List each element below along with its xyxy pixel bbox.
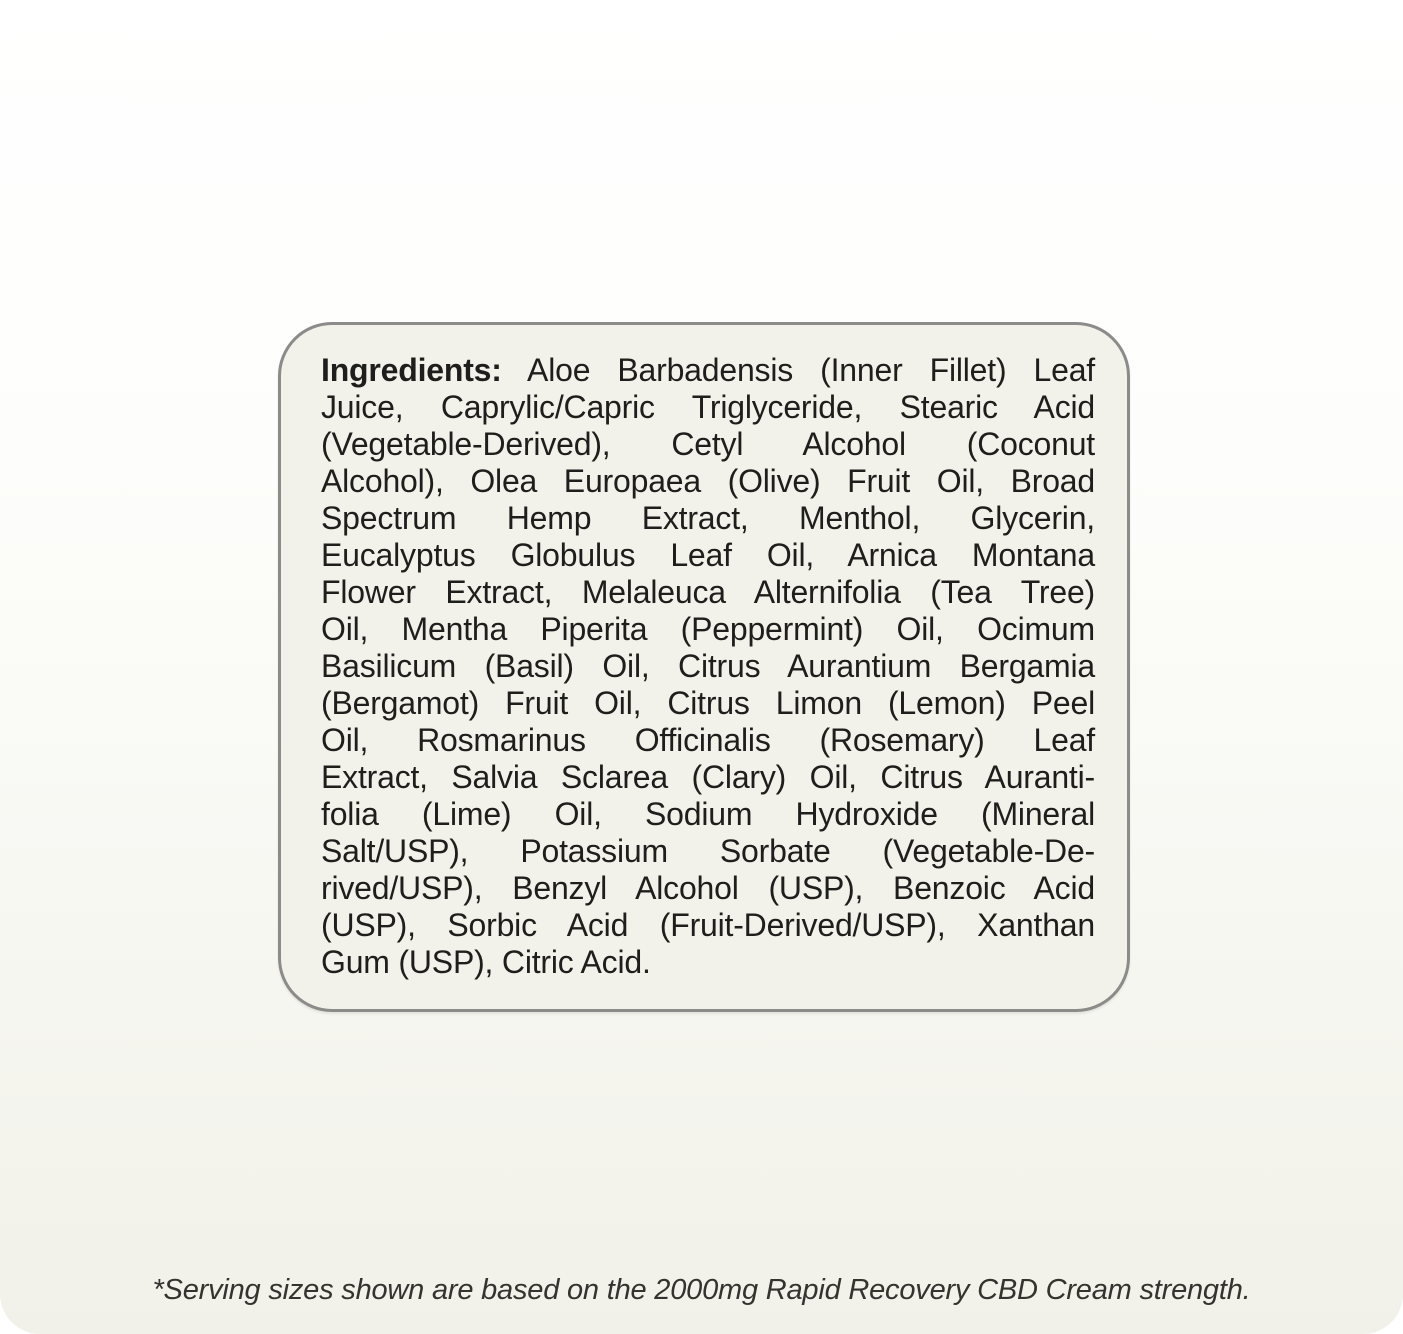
ingredients-line	[321, 352, 1095, 389]
ingredients-heading: Ingredients:	[321, 352, 502, 388]
ingredients-panel	[278, 322, 1130, 1012]
ingredients-line: (Vegetable-Derived), Cetyl Alcohol (Coconut	[321, 426, 1095, 462]
ingredients-line: Flower Extract, Melaleuca Alternifolia (Tea Tree)	[321, 574, 1095, 610]
ingredients-line: Alcohol), Olea Europaea (Olive) Fruit Oil, Broad	[321, 463, 1095, 499]
ingredients-line: rived/USP), Benzyl Alcohol (USP), Benzoic Acid	[321, 870, 1095, 906]
ingredients-line: Salt/USP), Potassium Sorbate (Vegetable-De-	[321, 833, 1095, 869]
ingredients-line: Spectrum Hemp Extract, Menthol, Glycerin,	[321, 500, 1095, 536]
ingredients-line: Oil, Mentha Piperita (Peppermint) Oil, Ocimum	[321, 611, 1095, 647]
ingredients-line-text: Aloe Barbadensis (Inner Fillet) Leaf	[527, 352, 1095, 388]
ingredients-line: Oil, Rosmarinus Officinalis (Rosemary) Leaf	[321, 722, 1095, 758]
ingredients-line: Juice, Caprylic/Capric Triglyceride, Stearic Acid	[321, 389, 1095, 425]
ingredients-line: Extract, Salvia Sclarea (Clary) Oil, Citrus Auranti-	[321, 759, 1095, 795]
ingredients-line: (Bergamot) Fruit Oil, Citrus Limon (Lemon) Peel	[321, 685, 1095, 721]
ingredients-line: Basilicum (Basil) Oil, Citrus Aurantium Bergamia	[321, 648, 1095, 684]
ingredients-line-last: Gum (USP), Citric Acid.	[321, 944, 651, 980]
ingredients-line: Eucalyptus Globulus Leaf Oil, Arnica Montana	[321, 537, 1095, 573]
serving-size-footnote: *Serving sizes shown are based on the 2000mg Rapid Recovery CBD Cream strength.	[152, 1274, 1251, 1306]
ingredients-line: (USP), Sorbic Acid (Fruit-Derived/USP), Xanthan	[321, 907, 1095, 943]
ingredients-line: folia (Lime) Oil, Sodium Hydroxide (Mineral	[321, 796, 1095, 832]
